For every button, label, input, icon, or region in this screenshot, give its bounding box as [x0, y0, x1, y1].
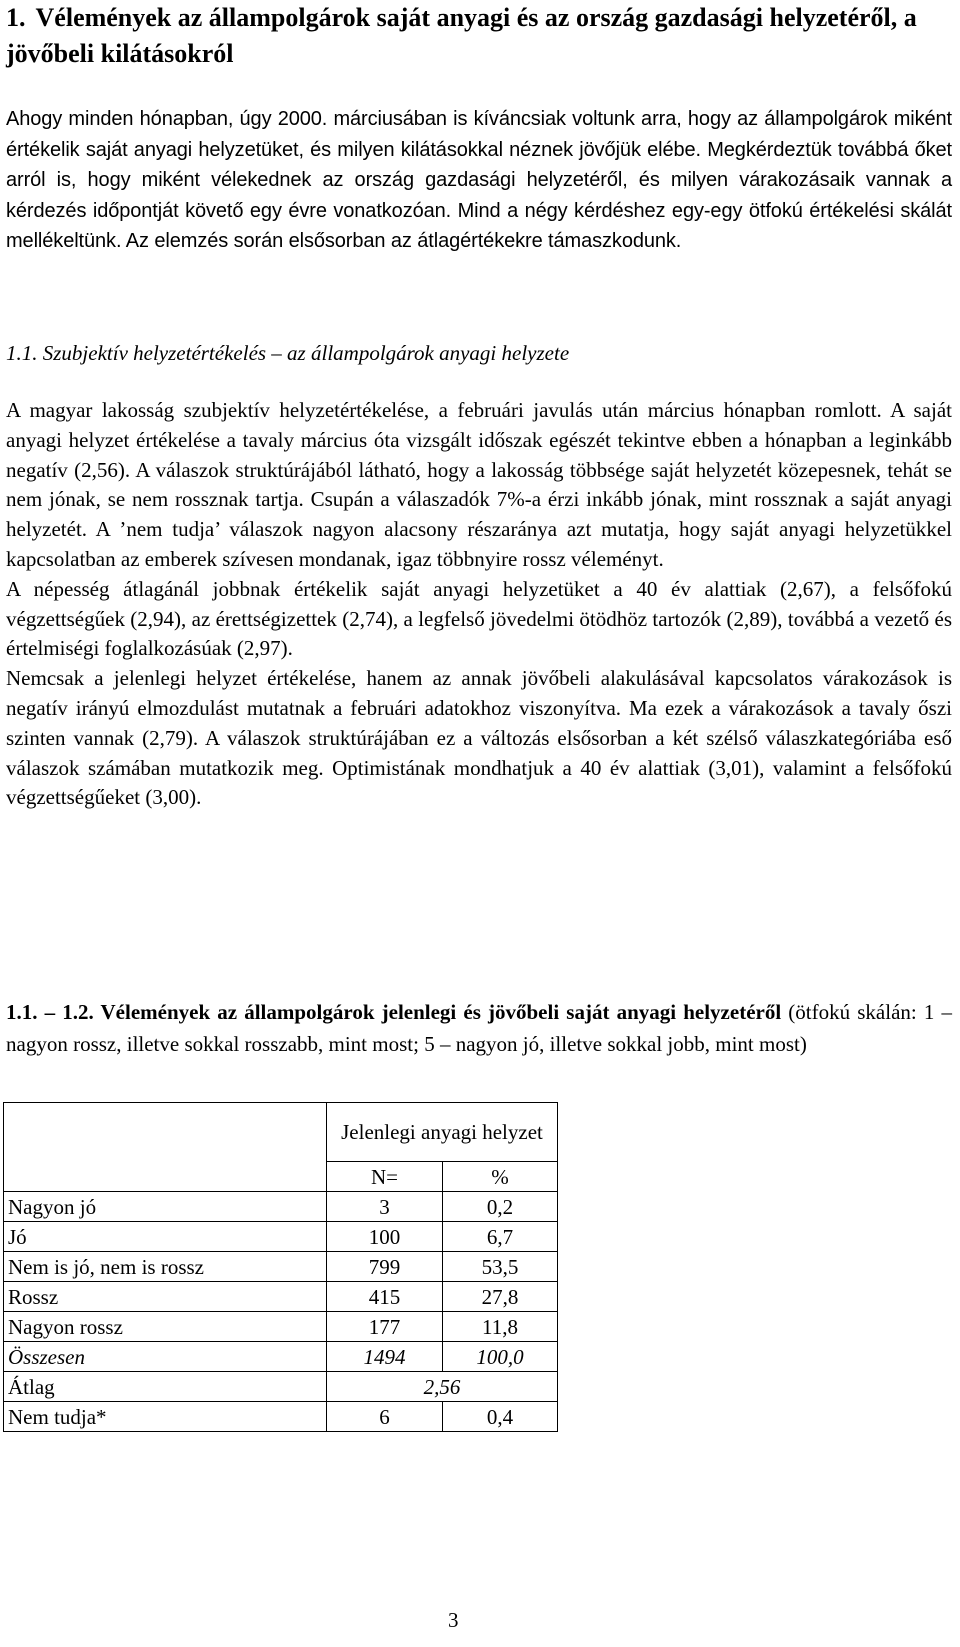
row-n: 415: [327, 1282, 443, 1312]
row-n: 177: [327, 1312, 443, 1342]
row-label: Nagyon rossz: [4, 1312, 327, 1342]
row-label: Jó: [4, 1222, 327, 1252]
header-group: Jelenlegi anyagi helyzet: [327, 1103, 558, 1162]
table-row: [4, 1222, 558, 1252]
table-row: [4, 1312, 558, 1342]
table-row: [4, 1282, 558, 1312]
total-pct: 100,0: [443, 1342, 558, 1372]
table-row: [4, 1192, 558, 1222]
row-pct: 0,2: [443, 1192, 558, 1222]
paragraph-2: A népesség átlagánál jobbnak értékelik saját anyagi helyzetüket a 40 év alattiak (2,67), a felsőfokú végzettségűek (2,94), az érettségizettek (2,74), a legfelső jövedelmi ötödhöz tartozók (2,89), továbbá a vezető és értelmiségi foglalkozásúak (2,97).: [6, 576, 952, 661]
row-label: Nem is jó, nem is rossz: [4, 1252, 327, 1282]
header-n: N=: [327, 1162, 443, 1192]
row-n: 3: [327, 1192, 443, 1222]
total-n: 1494: [327, 1342, 443, 1372]
section-heading: [6, 0, 951, 72]
section-number: 1.: [6, 3, 26, 32]
row-n: 100: [327, 1222, 443, 1252]
dontknow-pct: 0,4: [443, 1402, 558, 1432]
row-pct: 27,8: [443, 1282, 558, 1312]
table-subheader-row: [4, 1162, 558, 1192]
paragraph-3: Nemcsak a jelenlegi helyzet értékelése, hanem az annak jövőbeli alakulásával kapcsolatos várakozások is negatív irányú elmozdulást mutatnak a februári adatokhoz viszonyítva. Ma ezek a várakozások a tavaly őszi szinten vannak (2,79). A válaszok struktúrájában ez a változás elsősorban a két szélső válaszkategóriába eső válaszok számában mutatkozik meg. Optimistának mondhatjuk a 40 év alattiak (3,01), valamint a felsőfokú végzettségűeket (3,00).: [6, 666, 952, 810]
row-pct: 11,8: [443, 1312, 558, 1342]
subheader-empty-cell: [4, 1162, 327, 1192]
row-pct: 53,5: [443, 1252, 558, 1282]
average-value: 2,56: [327, 1372, 558, 1402]
table-dontknow-row: [4, 1402, 558, 1432]
caption-rest: (ötfokú skálán: 1 – nagyon rossz, illetve sokkal rosszabb, mint most; 5 – nagyon jó, illetve sokkal jobb, mint most): [6, 1000, 952, 1056]
caption-bold: 1.1. – 1.2. Vélemények az állampolgárok jelenlegi és jövőbeli saját anyagi helyzetéről: [6, 1000, 782, 1024]
section-title: Vélemények az állampolgárok saját anyagi és az ország gazdasági helyzetéről, a jövőbeli kilátásokról: [6, 3, 917, 68]
body-text: [6, 396, 952, 813]
subsection-heading: 1.1. Szubjektív helyzetértékelés – az állampolgárok anyagi helyzete: [6, 341, 570, 365]
table-caption: [6, 996, 952, 1060]
dontknow-label: Nem tudja*: [4, 1402, 327, 1432]
table-average-row: [4, 1372, 558, 1402]
table-total-row: [4, 1342, 558, 1372]
header-empty-cell: [4, 1103, 327, 1162]
header-pct: %: [443, 1162, 558, 1192]
row-label: Nagyon jó: [4, 1192, 327, 1222]
row-label: Rossz: [4, 1282, 327, 1312]
page-number: 3: [448, 1608, 459, 1632]
row-n: 799: [327, 1252, 443, 1282]
dontknow-n: 6: [327, 1402, 443, 1432]
row-pct: 6,7: [443, 1222, 558, 1252]
paragraph-1: A magyar lakosság szubjektív helyzetértékelése, a februári javulás után március hónapban romlott. A saját anyagi helyzet értékelése a tavaly március óta vizsgált időszak egészét tekintve ebben a hónapban a leginkább negatív (2,56). A válaszok struktúrájából látható, hogy a lakosság többsége saját helyzetét közepesnek, tehát se nem jónak, se nem rossznak tartja. Csupán a válaszadók 7%-a érzi inkább jónak, mint rossznak a saját anyagi helyzetét. A ’nem tudja’ válaszok nagyon alacsony részaránya azt mutatja, hogy saját anyagi helyzetükkel kapcsolatban az emberek szívesen mondanak, igaz többnyire rossz véleményt.: [6, 398, 952, 571]
table-header-row: [4, 1103, 558, 1162]
total-label: Összesen: [4, 1342, 327, 1372]
data-table: [3, 1102, 558, 1432]
intro-paragraph: Ahogy minden hónapban, úgy 2000. márciusában is kíváncsiak voltunk arra, hogy az állampolgárok miként értékelik saját anyagi helyzetüket, és milyen kilátásokkal néznek jövőjük elébe. Megkérdeztük továbbá őket arról is, hogy miként vélekednek az ország gazdasági helyzetéről, és milyen várakozásaik vannak a kérdezés időpontját követő egy évre vonatkozóan. Mind a négy kérdéshez egy-egy ötfokú értékelési skálát mellékeltünk. Az elemzés során elsősorban az átlagértékekre támaszkodunk.: [6, 108, 952, 252]
table-row: [4, 1252, 558, 1282]
average-label: Átlag: [4, 1372, 327, 1402]
